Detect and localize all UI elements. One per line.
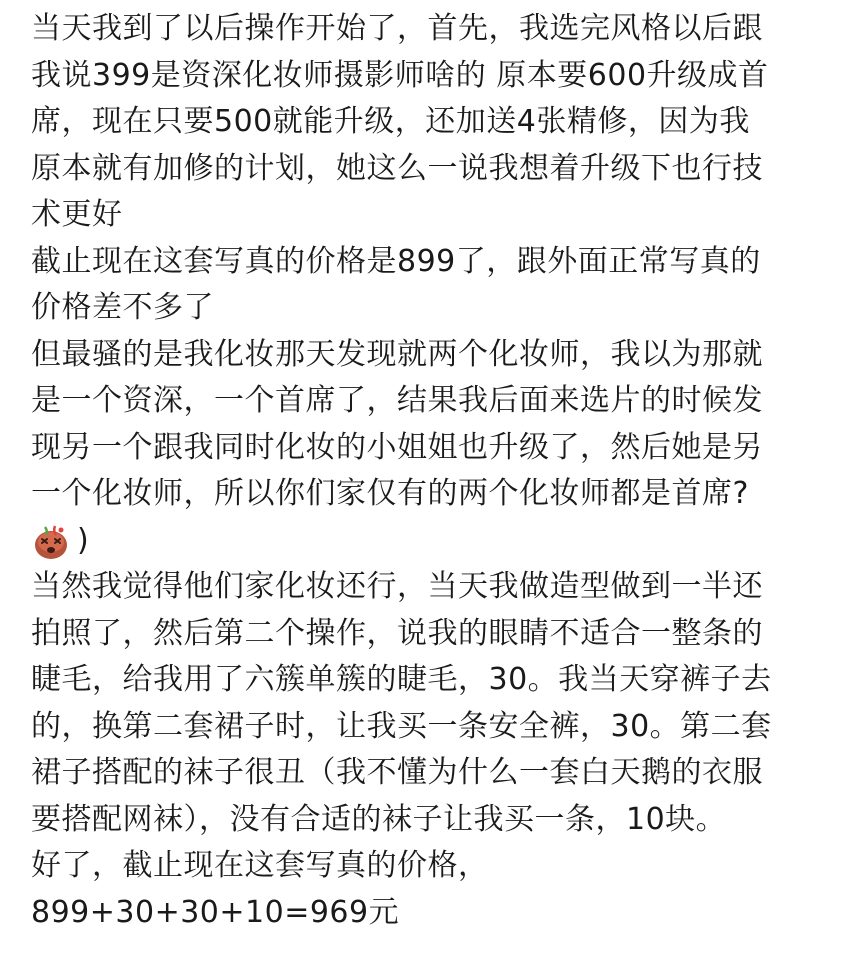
- post-line: 的，换第二套裙子时，让我买一条安全裤，30。第二套: [31, 708, 772, 744]
- post-line: 现另一个跟我同时化妆的小姐姐也升级了，然后她是另: [31, 429, 763, 465]
- post-line-text: ): [77, 522, 90, 558]
- post-line: 我说399是资深化妆师摄影师啥的 原本要600升级成首: [31, 57, 769, 93]
- post-content: [31, 0, 831, 936]
- post-line: 原本就有加修的计划，她这么一说我想着升级下也行技: [31, 150, 763, 186]
- post-line: 当然我觉得他们家化妆还行，当天我做造型做到一半还: [31, 569, 763, 604]
- post-line-emoji: [31, 518, 831, 565]
- post-line: 当天我到了以后操作开始了，首先，我选完风格以后跟: [31, 11, 763, 46]
- post-line: 一个化妆师，所以你们家仅有的两个化妆师都是首席?: [31, 476, 749, 511]
- post-line: 但最骚的是我化妆那天发现就两个化妆师，我以为那就: [31, 336, 763, 372]
- post-line: 睫毛，给我用了六簇单簇的睫毛，30。我当天穿裤子去: [31, 662, 772, 697]
- post-line: 899+30+30+10=969元: [31, 894, 400, 930]
- post-line: 拍照了，然后第二个操作，说我的眼睛不适合一整条的: [31, 615, 763, 651]
- post-line: 术更好: [31, 197, 123, 232]
- dizzy-face-sticker-icon: [31, 521, 71, 561]
- post-line: 截止现在这套写真的价格是899了，跟外面正常写真的: [31, 243, 761, 279]
- post-line: 席，现在只要500就能升级，还加送4张精修，因为我: [31, 104, 750, 139]
- post-line: 价格差不多了: [31, 290, 214, 325]
- post-line: 好了，截止现在这套写真的价格，: [31, 848, 489, 883]
- post-line: 裙子搭配的袜子很丑（我不懂为什么一套白天鹅的衣服: [31, 755, 763, 790]
- post-line: 要搭配网袜），没有合适的袜子让我买一条，10块。: [31, 801, 727, 837]
- post-line: 是一个资深，一个首席了，结果我后面来选片的时候发: [31, 383, 763, 418]
